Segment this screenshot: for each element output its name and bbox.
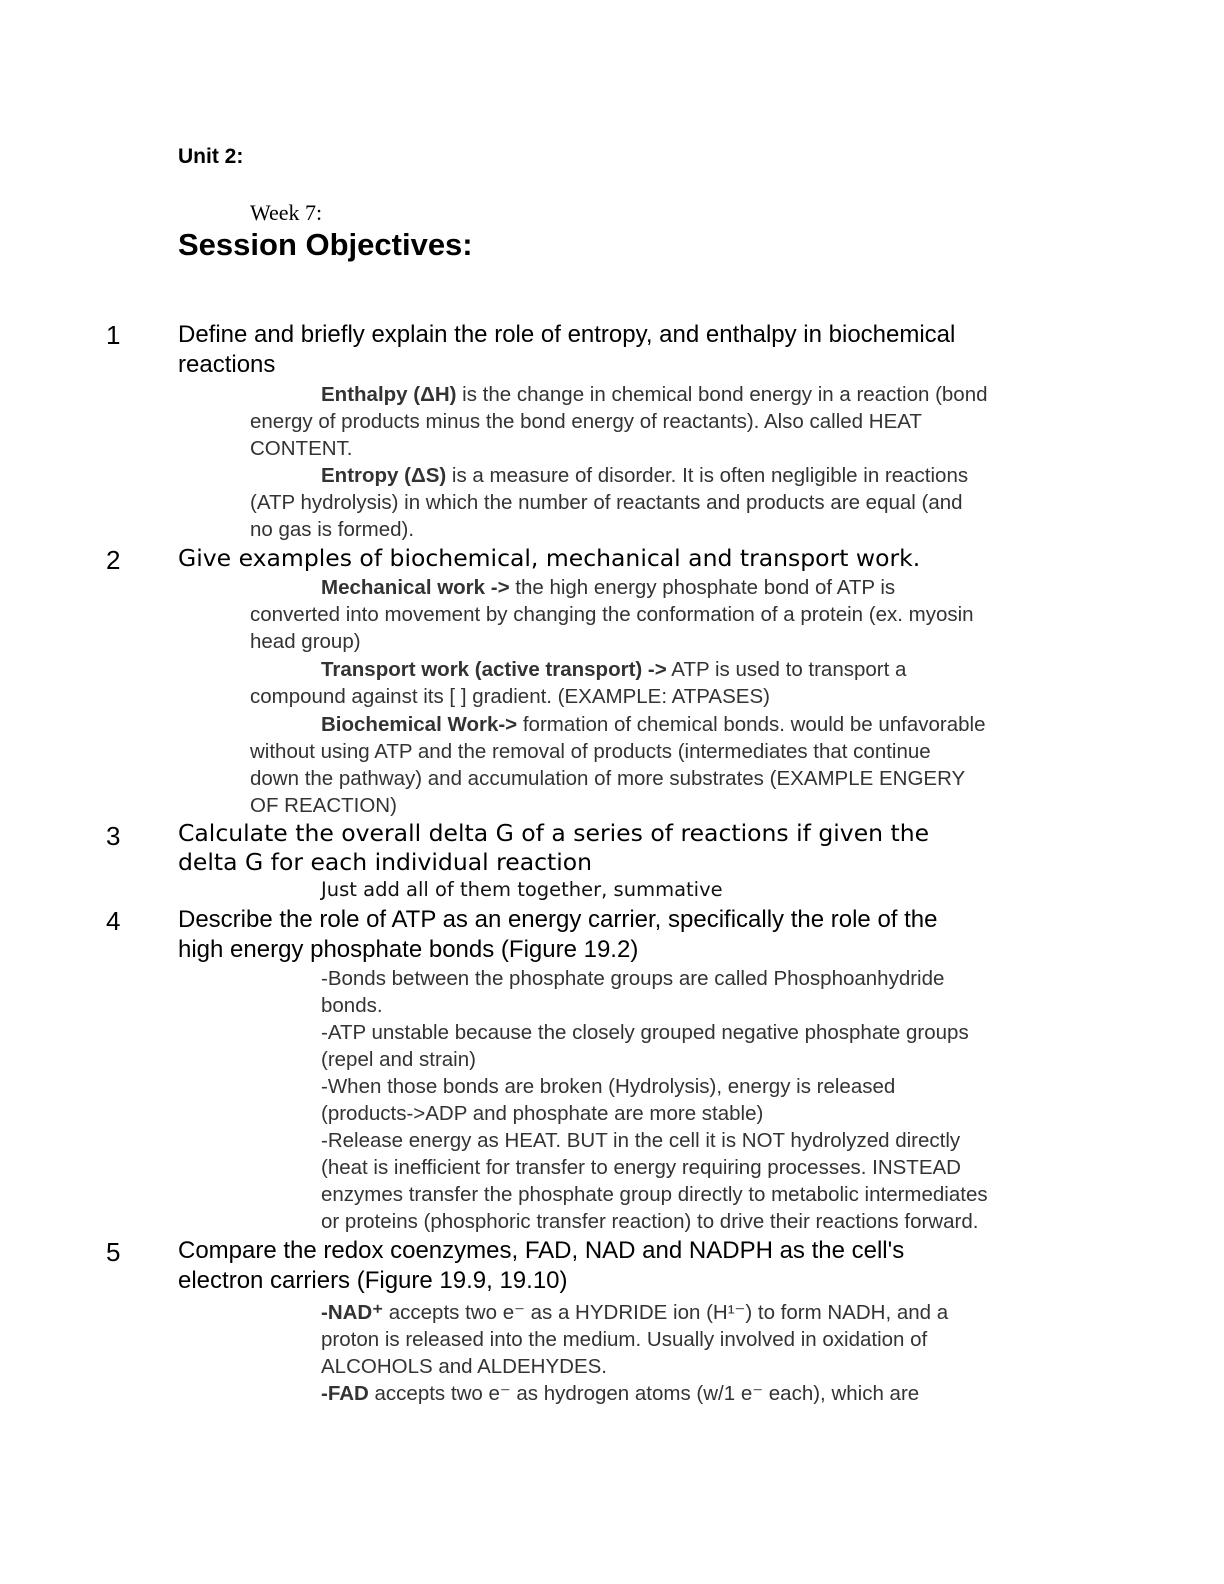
- objective-number: 4: [106, 906, 121, 936]
- objective-number: 3: [106, 821, 121, 851]
- objective-number: 2: [106, 545, 121, 575]
- objective-text: Compare the redox coenzymes, FAD, NAD and NADPH as the cell's electron carriers (Figure 19.9, 19.10): [178, 1237, 905, 1294]
- term-label: Enthalpy (ΔH): [321, 383, 457, 406]
- objective-text: Give examples of biochemical, mechanical and transport work.: [178, 544, 921, 572]
- answer-nad: -NAD⁺ accepts two e⁻ as a HYDRIDE ion (H¹⁻) to form NADH, and a proton is released into the medium. Usually involved in oxidation of ALCOHOLS and ALDEHYDES.: [321, 1301, 949, 1378]
- answer-mechanical-work: Mechanical work -> the high energy phosphate bond of ATP is converted into movement by changing the conformation of a protein (ex. myosin head group): [250, 576, 974, 653]
- objective-number: 5: [106, 1237, 121, 1267]
- unit-heading: Unit 2:: [178, 145, 244, 168]
- term-label: -FAD: [321, 1382, 369, 1405]
- objective-number: 1: [106, 320, 121, 350]
- answer-fad: -FAD accepts two e⁻ as hydrogen atoms (w/1 e⁻ each), which are: [321, 1382, 920, 1405]
- term-label: Entropy (ΔS): [321, 464, 447, 487]
- term-label: Transport work (active transport) ->: [321, 658, 667, 681]
- answer-biochemical-work: Biochemical Work-> formation of chemical bonds. would be unfavorable without using ATP and the removal of products (intermediates that continue down the pathway) and accumulation of more substrates (EXAMPLE ENGERY OF REACTION): [250, 713, 986, 817]
- week-label: Week 7:: [250, 200, 323, 225]
- answer-transport-work: Transport work (active transport) -> ATP is used to transport a compound against its [ ] gradient. (EXAMPLE: ATPASES): [250, 658, 907, 708]
- answer-summative: Just add all of them together, summative: [321, 878, 723, 901]
- objective-text: Define and briefly explain the role of entropy, and enthalpy in biochemical reactions: [178, 321, 956, 378]
- page-title: Session Objectives:: [178, 227, 473, 262]
- answer-enthalpy: Enthalpy (ΔH) is the change in chemical bond energy in a reaction (bond energy of products minus the bond energy of reactants). Also called HEAT CONTENT.: [250, 383, 988, 460]
- answer-entropy: Entropy (ΔS) is a measure of disorder. It is often negligible in reactions (ATP hydrolysis) in which the number of reactants and products are equal (and no gas is formed).: [250, 464, 969, 541]
- term-label: -NAD⁺: [321, 1301, 384, 1324]
- term-label: Mechanical work ->: [321, 576, 510, 599]
- objective-text: Calculate the overall delta G of a series of reactions if given the delta G for each individual reaction: [178, 819, 930, 876]
- objective-text: Describe the role of ATP as an energy carrier, specifically the role of the high energy phosphate bonds (Figure 19.2): [178, 906, 938, 963]
- answer-atp-bonds: -Bonds between the phosphate groups are called Phosphoanhydride bonds. -ATP unstable because the closely grouped negative phosphate groups (repel and strain) -When those bonds are broken (Hydrolysis), energy is released (products->ADP and phosphate are more stable) -Release energy as HEAT. BUT in the cell it is NOT hydrolyzed directly (heat is inefficient for transfer to energy requiring processes. INSTEAD enzymes transfer the phosphate group directly to metabolic intermediates or proteins (phosphoric transfer reaction) to drive their reactions forward.: [321, 967, 988, 1233]
- term-label: Biochemical Work->: [321, 713, 518, 736]
